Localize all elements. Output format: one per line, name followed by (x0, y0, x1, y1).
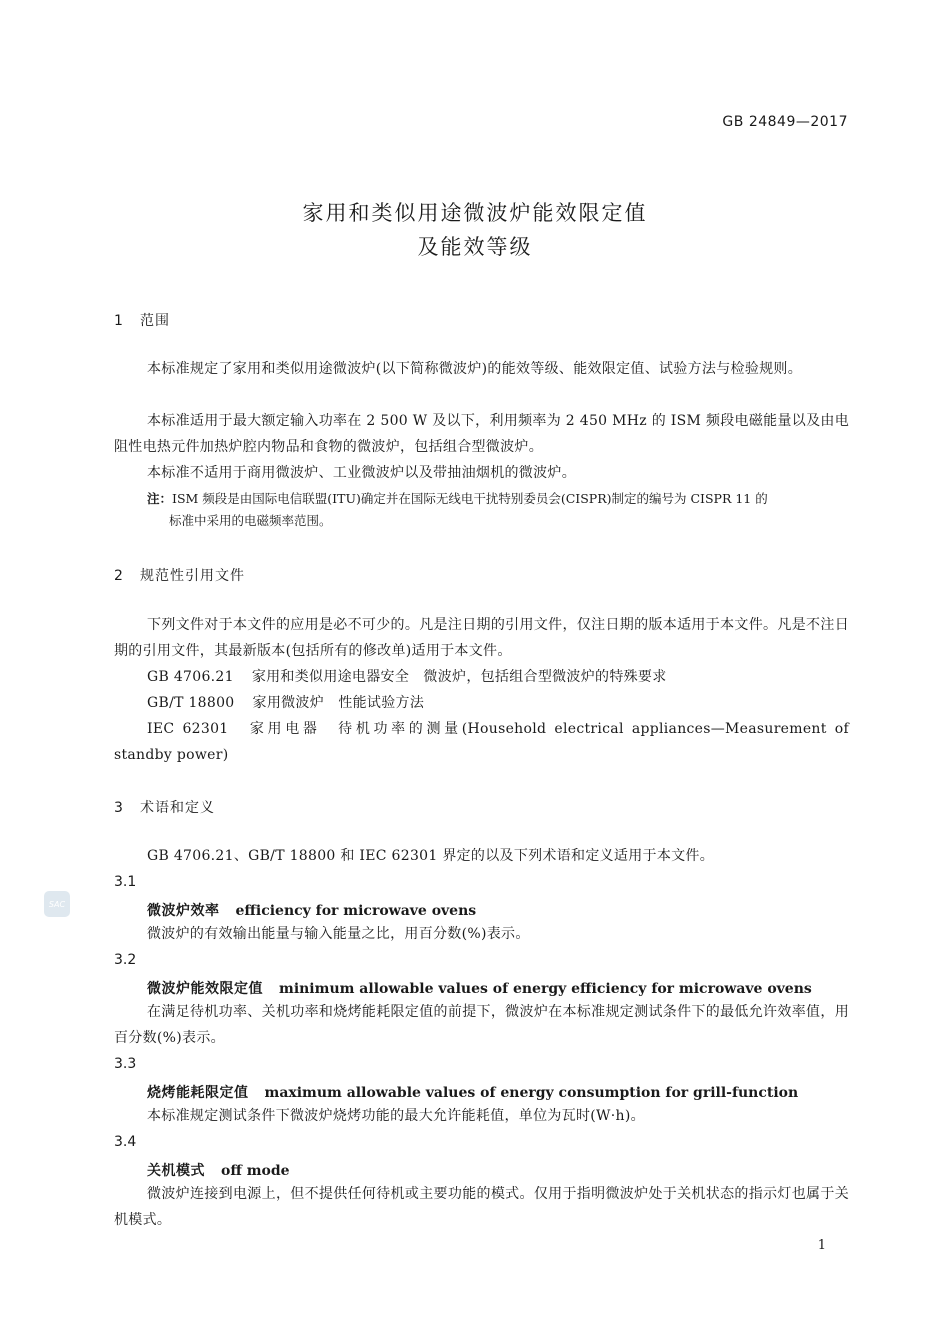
term-number: 3.1 (114, 874, 137, 890)
watermark-text: SAC (48, 899, 66, 909)
term-definition: 微波炉的有效输出能量与输入能量之比，用百分数(%)表示。 (147, 926, 530, 942)
page-number: 1 (817, 1238, 826, 1253)
reference-code: IEC 62301 (147, 721, 229, 737)
term-number: 3.3 (114, 1056, 137, 1072)
standard-code: GB 24849—2017 (722, 114, 848, 130)
reference-item (147, 664, 667, 690)
note-label: 注： (147, 491, 173, 506)
term-heading (147, 900, 476, 920)
reference-code: GB 4706.21 (147, 669, 234, 685)
term-definition: 微波炉连接到电源上，但不提供任何待机或主要功能的模式。仅用于指明微波炉处于关机状态的指示灯也属于关机模式。 (114, 1186, 849, 1228)
section-1-paragraph-3: 本标准不适用于商用微波炉、工业微波炉以及带抽油烟机的微波炉。 (147, 465, 576, 481)
document-title-line1: 家用和类似用途微波炉能效限定值 (302, 201, 648, 225)
section-title: 范围 (140, 313, 170, 329)
term-chinese: 微波炉能效限定值 (147, 981, 263, 997)
term-english: efficiency for microwave ovens (235, 903, 477, 919)
term-english: minimum allowable values of energy efficiency for microwave ovens (279, 981, 812, 997)
term-heading (147, 978, 812, 998)
reference-item (147, 690, 424, 716)
term-english: maximum allowable values of energy consumption for grill-function (264, 1085, 799, 1101)
watermark-logo (44, 891, 70, 917)
term-definition: 本标准规定测试条件下微波炉烧烤功能的最大允许能耗值，单位为瓦时(W·h)。 (147, 1108, 645, 1124)
reference-title: 家用和类似用途电器安全 微波炉，包括组合型微波炉的特殊要求 (251, 669, 667, 685)
term-english: off mode (221, 1163, 290, 1179)
section-1-heading (114, 310, 170, 330)
section-title: 规范性引用文件 (140, 568, 245, 584)
reference-code: GB/T 18800 (147, 695, 235, 711)
section-1-paragraph-2: 本标准适用于最大额定输入功率在 2 500 W 及以下，利用频率为 2 450 MHz 的 ISM 频段电磁能量以及由电阻性电热元件加热炉腔内物品和食物的微波炉，包括组合型微波炉。 (114, 413, 849, 455)
term-heading (147, 1160, 290, 1180)
reference-title: 家用电器 待机功率的测量(Household electrical appliances—Measurement of standby power) (114, 721, 849, 763)
reference-item (114, 716, 849, 768)
section-3-paragraph-1: GB 4706.21、GB/T 18800 和 IEC 62301 界定的以及下列术语和定义适用于本文件。 (147, 848, 715, 864)
term-number: 3.2 (114, 952, 137, 968)
section-2-paragraph-1: 下列文件对于本文件的应用是必不可少的。凡是注日期的引用文件，仅注日期的版本适用于本文件。凡是不注日期的引用文件，其最新版本(包括所有的修改单)适用于本文件。 (114, 617, 849, 659)
term-chinese: 烧烤能耗限定值 (147, 1085, 249, 1101)
section-2-heading (114, 565, 245, 585)
note-line-2: 标准中采用的电磁频率范围。 (169, 513, 332, 528)
term-chinese: 关机模式 (147, 1163, 205, 1179)
section-1-note (147, 488, 849, 532)
term-number: 3.4 (114, 1134, 137, 1150)
term-definition: 在满足待机功率、关机功率和烧烤能耗限定值的前提下，微波炉在本标准规定测试条件下的最低允许效率值，用百分数(%)表示。 (114, 1004, 849, 1046)
section-number: 2 (114, 568, 124, 584)
term-heading (147, 1082, 798, 1102)
note-line-1: ISM 频段是由国际电信联盟(ITU)确定并在国际无线电干扰特别委员会(CISPR)制定的编号为 CISPR 11 的 (172, 491, 768, 506)
section-3-heading (114, 797, 215, 817)
section-title: 术语和定义 (140, 800, 215, 816)
section-number: 1 (114, 313, 124, 329)
section-number: 3 (114, 800, 124, 816)
term-chinese: 微波炉效率 (147, 903, 220, 919)
section-1-paragraph-1: 本标准规定了家用和类似用途微波炉(以下简称微波炉)的能效等级、能效限定值、试验方法与检验规则。 (147, 361, 803, 377)
document-title-line2: 及能效等级 (417, 235, 533, 259)
reference-title: 家用微波炉 性能试验方法 (252, 695, 425, 711)
